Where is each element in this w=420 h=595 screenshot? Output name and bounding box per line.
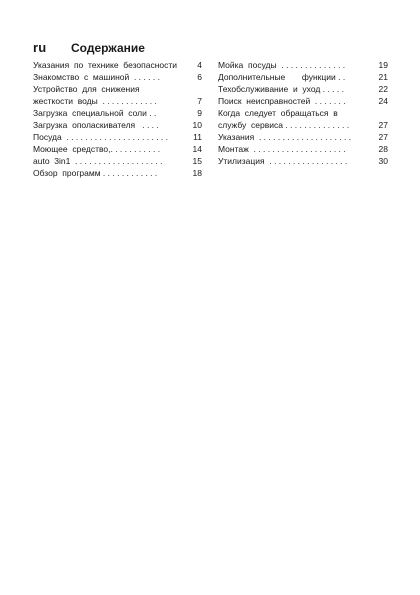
toc-entry-page: 21 (378, 72, 388, 82)
language-code: ru (33, 40, 47, 55)
toc-entry-washing (218, 59, 388, 71)
toc-entry-page: 22 (378, 84, 388, 94)
toc-entry-page: 10 (192, 120, 202, 130)
toc-entry-text: Знакомство с машиной . . . . . . (33, 72, 160, 82)
toc-entry-text: Обзор программ . . . . . . . . . . . . (33, 168, 158, 178)
toc-column-right (218, 59, 388, 167)
toc-entry-salt (33, 107, 202, 119)
toc-entry-detergent (33, 143, 202, 155)
toc-entry-text: Техобслуживание и уход . . . . . (218, 84, 344, 94)
toc-entry-page: 24 (378, 96, 388, 106)
toc-entry-safety (33, 59, 202, 71)
toc-entry-maintenance (218, 83, 388, 95)
toc-entry-water-softener-cont (33, 95, 202, 107)
toc-entry-text: Указания по технике безопасности (33, 60, 178, 70)
toc-entry-text: Мойка посуды . . . . . . . . . . . . . . (218, 60, 346, 70)
toc-entry-rinse-aid (33, 119, 202, 131)
toc-entry-text: Поиск неисправностей . . . . . . . (218, 96, 346, 106)
toc-column-left (33, 59, 202, 179)
toc-entry-dishes (33, 131, 202, 143)
toc-entry-page: 11 (193, 132, 202, 142)
toc-entry-text: auto 3in1 . . . . . . . . . . . . . . . . . . . (33, 156, 163, 166)
toc-entry-extra-functions (218, 71, 388, 83)
toc-entry-text: Загрузка ополаскивателя . . . . (33, 120, 159, 130)
toc-entry-page: 14 (192, 144, 202, 154)
toc-entry-text: Загрузка специальной соли . . (33, 108, 157, 118)
toc-entry-text: Моющее средство,. . . . . . . . . . . (33, 144, 161, 154)
toc-entry-text: службу сервиса . . . . . . . . . . . . . . (218, 120, 350, 130)
toc-entry-page: 7 (197, 96, 202, 106)
page-title: Содержание (71, 41, 145, 55)
toc-entry-page: 27 (378, 120, 388, 130)
toc-entry-page: 4 (197, 60, 202, 70)
toc-entry-page: 6 (197, 72, 202, 82)
toc-entry-installation (218, 143, 388, 155)
toc-entry-page: 18 (192, 168, 202, 178)
toc-entry-disposal (218, 155, 388, 167)
toc-entry-text: Посуда . . . . . . . . . . . . . . . . . . . . . . (33, 132, 169, 142)
toc-entry-introduction (33, 71, 202, 83)
toc-entry-notes (218, 131, 388, 143)
toc-entry-text: Устройство для снижения (33, 84, 140, 94)
toc-entry-programs (33, 167, 202, 179)
toc-entry-text: Дополнительные функции . . (218, 72, 346, 82)
toc-entry-page: 9 (197, 108, 202, 118)
toc-entry-troubleshooting (218, 95, 388, 107)
toc-entry-text: Утилизация . . . . . . . . . . . . . . . . . (218, 156, 348, 166)
toc-entry-text: жесткости воды . . . . . . . . . . . . (33, 96, 157, 106)
toc-entry-service (218, 107, 388, 119)
toc-entry-page: 30 (378, 156, 388, 166)
toc-entry-water-softener (33, 83, 202, 95)
toc-entry-page: 15 (192, 156, 202, 166)
toc-entry-page: 28 (378, 144, 388, 154)
toc-entry-auto-3in1 (33, 155, 202, 167)
toc-entry-text: Когда следует обращаться в (218, 108, 338, 118)
toc-entry-text: Указания . . . . . . . . . . . . . . . . . . . . (218, 132, 352, 142)
toc-entry-text: Монтаж . . . . . . . . . . . . . . . . . . . . (218, 144, 346, 154)
toc-entry-page: 27 (378, 132, 388, 142)
toc-entry-page: 19 (378, 60, 388, 70)
toc-entry-service-cont (218, 119, 388, 131)
